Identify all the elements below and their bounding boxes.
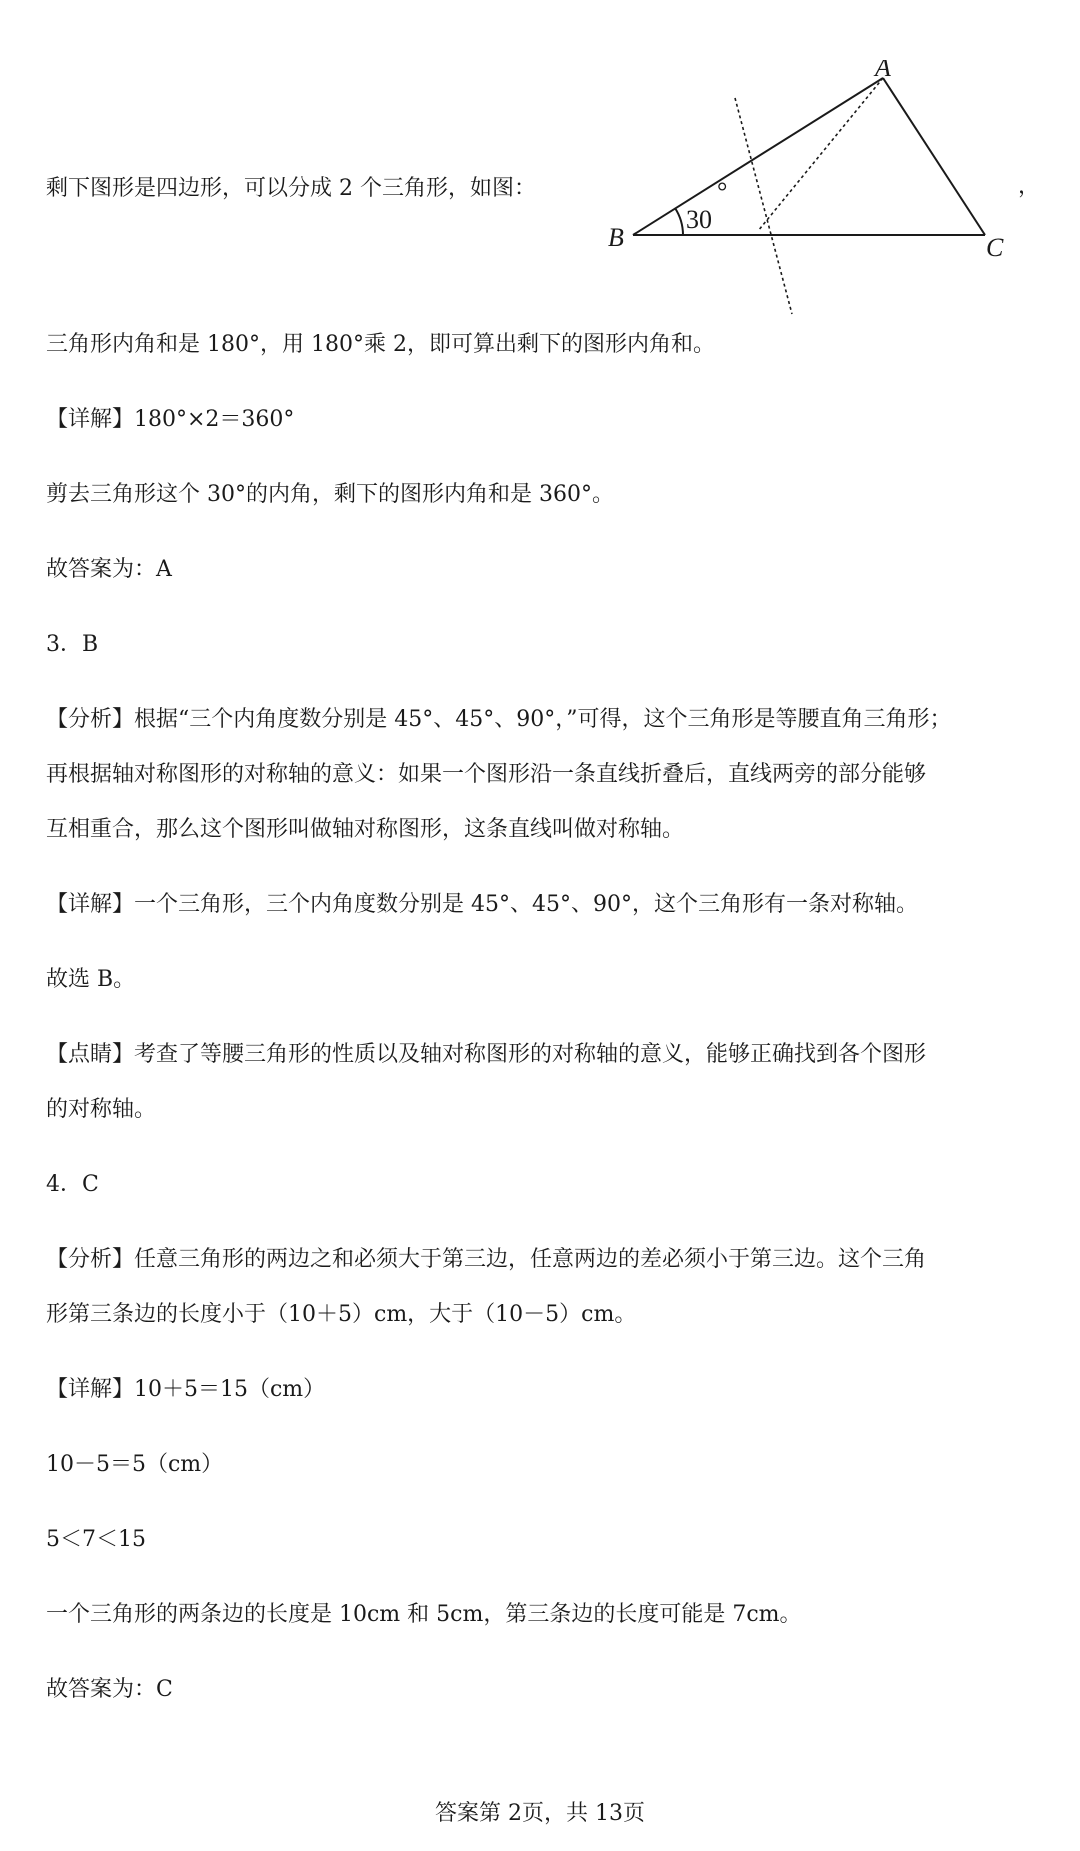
text-line: 【详解】180°×2＝360° xyxy=(46,407,295,432)
text-line: 一个三角形的两条边的长度是 10cm 和 5cm，第三条边的长度可能是 7cm。 xyxy=(46,1602,802,1627)
text-line: 故答案为：C xyxy=(46,1677,173,1702)
side-ba xyxy=(633,78,883,235)
text-line: 【详解】10＋5＝15（cm） xyxy=(46,1377,326,1402)
triangle-diagram xyxy=(600,60,1040,320)
text-line: 剪去三角形这个 30°的内角，剩下的图形内角和是 360°。 xyxy=(46,482,614,507)
text-line: 故答案为：A xyxy=(46,557,172,582)
figure-row xyxy=(0,60,1080,320)
diagonal-line xyxy=(758,78,883,231)
vertex-c-label: C xyxy=(986,233,1004,262)
text-line: 5＜7＜15 xyxy=(46,1527,146,1552)
text-line: 【分析】根据“三个内角度数分别是 45°、45°、90°，”可得，这个三角形是等腰直角三角形； xyxy=(46,707,952,732)
text-line: 【点睛】考查了等腰三角形的性质以及轴对称图形的对称轴的意义，能够正确找到各个图形 xyxy=(46,1042,927,1067)
text-line: 三角形内角和是 180°，用 180°乘 2，即可算出剩下的图形内角和。 xyxy=(46,332,715,357)
text-line: 10－5＝5（cm） xyxy=(46,1452,224,1477)
text-line: 再根据轴对称图形的对称轴的意义：如果一个图形沿一条直线折叠后，直线两旁的部分能够 xyxy=(46,762,927,787)
cut-line xyxy=(735,98,792,314)
angle-arc xyxy=(675,208,683,235)
vertex-b-label: B xyxy=(608,223,624,252)
question-number: 4．C xyxy=(46,1172,99,1197)
degree-mark: ° xyxy=(717,177,728,206)
question-number: 3．B xyxy=(46,632,99,657)
vertex-a-label: A xyxy=(875,60,891,82)
angle-value-label: 30 xyxy=(686,205,712,234)
text-line: 【详解】一个三角形，三个内角度数分别是 45°、45°、90°，这个三角形有一条对称轴。 xyxy=(46,892,918,917)
text-line: 形第三条边的长度小于（10＋5）cm，大于（10－5）cm。 xyxy=(46,1302,637,1327)
text-line: 【分析】任意三角形的两边之和必须大于第三边，任意两边的差必须小于第三边。这个三角 xyxy=(46,1247,927,1272)
text-line: 互相重合，那么这个图形叫做轴对称图形，这条直线叫做对称轴。 xyxy=(46,817,685,842)
figure-intro-text: 剩下图形是四边形，可以分成 2 个三角形，如图： xyxy=(46,176,536,201)
text-line: 的对称轴。 xyxy=(46,1097,157,1122)
page-footer: 答案第 2页，共 13页 xyxy=(435,1801,645,1826)
side-ac xyxy=(883,78,985,235)
figure-trailing-comma: ， xyxy=(1018,174,1041,199)
text-line: 故选 B。 xyxy=(46,967,136,992)
